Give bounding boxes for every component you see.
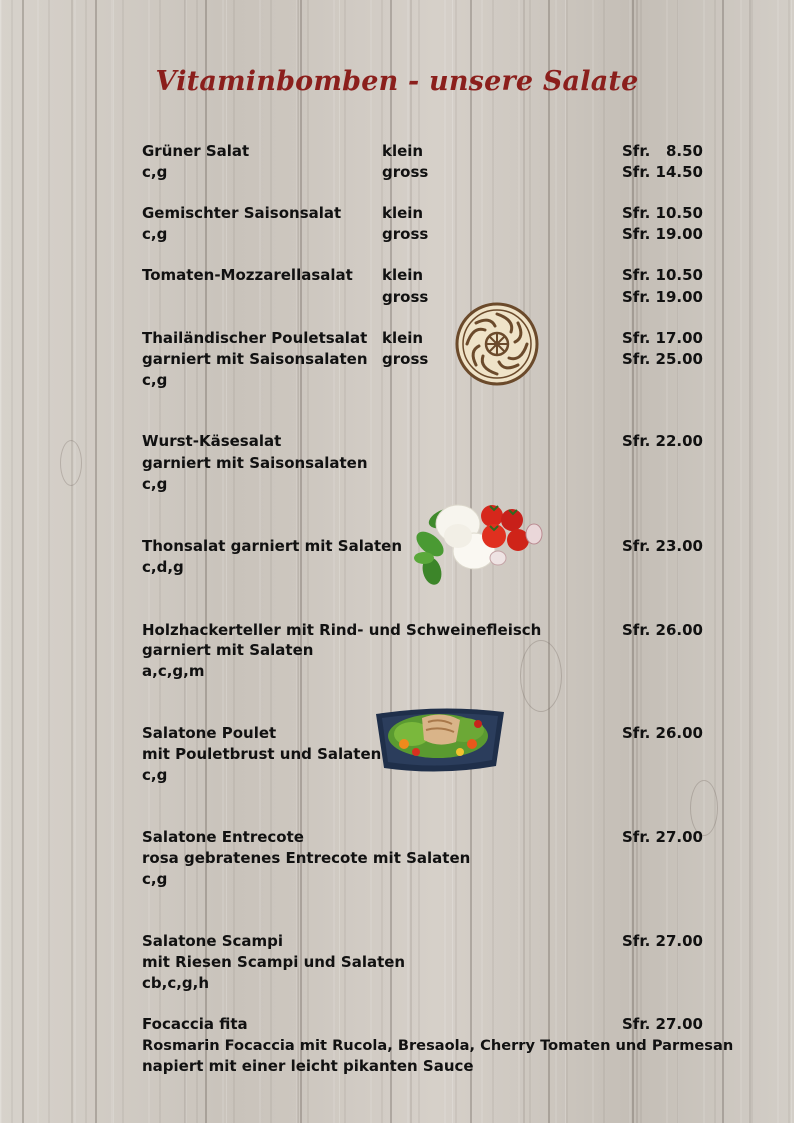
item-description: napiert mit einer leicht pikanten Sauce: [142, 1057, 474, 1075]
item-price: Sfr. 26.00: [622, 621, 703, 639]
item-allergens: cb,c,g,h: [142, 974, 210, 992]
ornament-medallion-icon: [455, 302, 539, 386]
item-name: Salatone Scampi: [142, 932, 284, 950]
item-allergens: c,g: [142, 225, 168, 243]
item-price: Sfr. 22.00: [622, 432, 703, 450]
item-price: Sfr. 10.50: [622, 266, 703, 284]
item-description: garniert mit Saisonsalaten: [142, 454, 368, 472]
item-allergens: c,g: [142, 163, 168, 181]
item-name: Thonsalat garniert mit Salaten: [142, 537, 403, 555]
item-size: gross: [382, 225, 429, 243]
item-allergens: c,g: [142, 475, 168, 493]
tomato-mozzarella-image: [410, 496, 550, 586]
item-name: Salatone Poulet: [142, 724, 277, 742]
salad-plate-image: [372, 700, 508, 776]
item-price: Sfr. 14.50: [622, 163, 703, 181]
item-price: Sfr. 10.50: [622, 204, 703, 222]
item-size: gross: [382, 163, 429, 181]
item-description: garniert mit Salaten: [142, 641, 314, 659]
item-price: Sfr. 8.50: [622, 142, 703, 160]
page-title: Vitaminbomben - unsere Salate: [155, 66, 639, 97]
item-size: klein: [382, 142, 424, 160]
item-name: Salatone Entrecote: [142, 828, 304, 846]
item-size: klein: [382, 329, 424, 347]
item-price: Sfr. 27.00: [622, 828, 703, 846]
item-name: Wurst-Käsesalat: [142, 432, 282, 450]
item-description: rosa gebratenes Entrecote mit Salaten: [142, 849, 471, 867]
item-size: gross: [382, 350, 429, 368]
item-name: Thailändischer Pouletsalat: [142, 329, 368, 347]
item-price: Sfr. 19.00: [622, 288, 703, 306]
item-allergens: c,d,g: [142, 558, 184, 576]
item-name: Tomaten-Mozzarellasalat: [142, 266, 353, 284]
item-name: Gemischter Saisonsalat: [142, 204, 342, 222]
item-price: Sfr. 26.00: [622, 724, 703, 742]
item-size: gross: [382, 288, 429, 306]
item-size: klein: [382, 266, 424, 284]
item-price: Sfr. 27.00: [622, 932, 703, 950]
item-price: Sfr. 25.00: [622, 350, 703, 368]
item-allergens: c,g: [142, 371, 168, 389]
item-description: Rosmarin Focaccia mit Rucola, Bresaola, Cherry Tomaten und Parmesan: [142, 1037, 734, 1054]
item-name: Focaccia fita: [142, 1015, 248, 1033]
item-description: mit Pouletbrust und Salaten: [142, 745, 382, 763]
item-allergens: c,g: [142, 766, 168, 784]
item-name: Holzhackerteller mit Rind- und Schweinefleisch: [142, 621, 542, 639]
item-size: klein: [382, 204, 424, 222]
item-allergens: a,c,g,m: [142, 662, 205, 680]
item-description: mit Riesen Scampi und Salaten: [142, 953, 406, 971]
item-allergens: c,g: [142, 870, 168, 888]
item-description: garniert mit Saisonsalaten: [142, 350, 368, 368]
item-price: Sfr. 19.00: [622, 225, 703, 243]
item-price: Sfr. 17.00: [622, 329, 703, 347]
item-name: Grüner Salat: [142, 142, 250, 160]
item-price: Sfr. 27.00: [622, 1015, 703, 1033]
item-price: Sfr. 23.00: [622, 537, 703, 555]
